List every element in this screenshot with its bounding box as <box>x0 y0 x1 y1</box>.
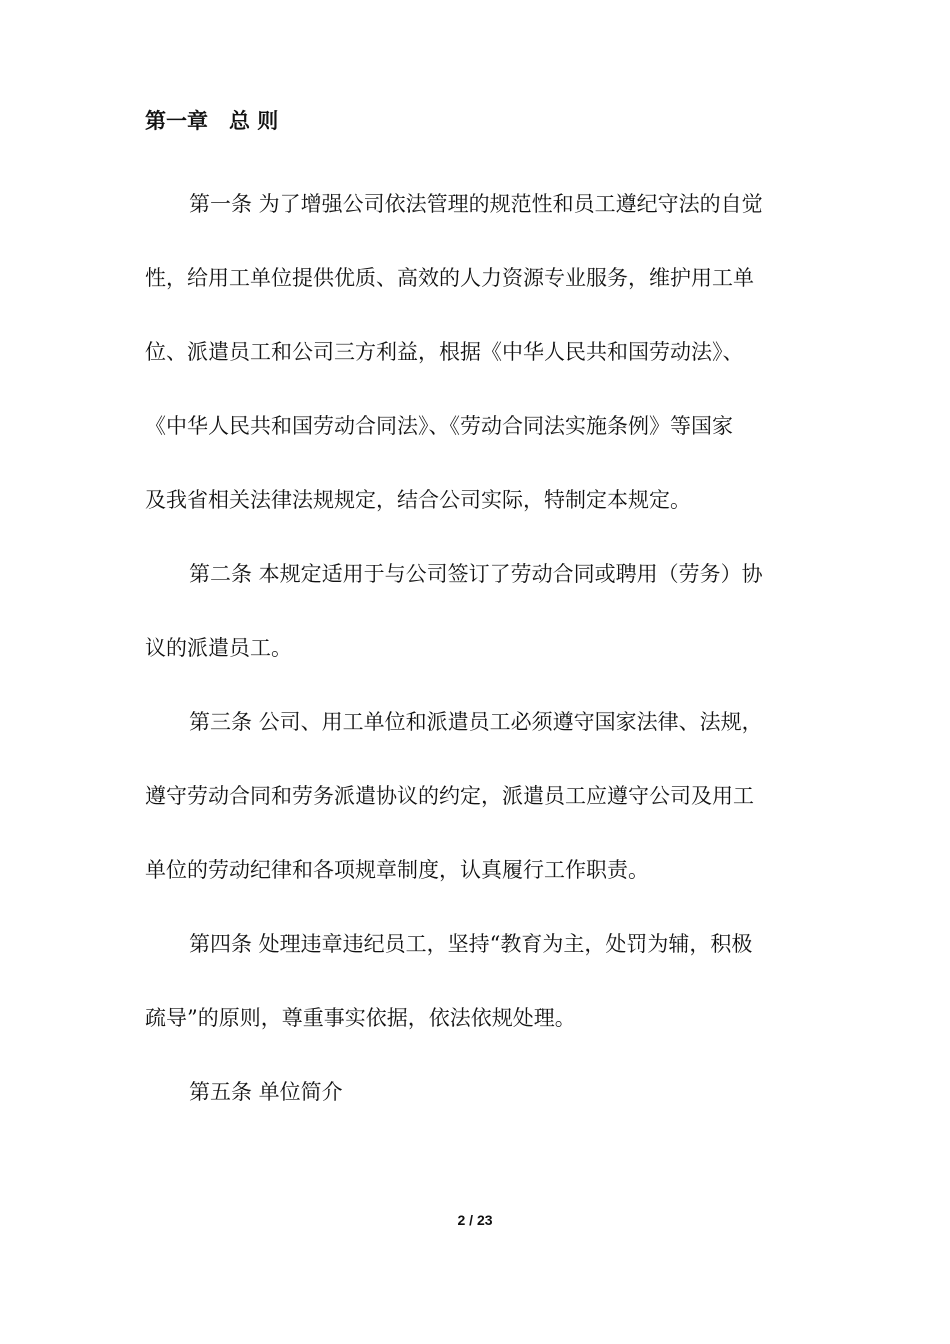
article-3 <box>145 685 810 907</box>
article-line: 单位的劳动纪律和各项规章制度，认真履行工作职责。 <box>145 858 649 882</box>
article-line: 议的派遣员工。 <box>145 636 292 660</box>
article-2 <box>145 537 810 685</box>
article-line: 第五条 单位简介 <box>189 1080 343 1104</box>
article-1 <box>145 167 810 537</box>
article-line: 第三条 公司、用工单位和派遣员工必须遵守国家法律、法规， <box>189 710 763 734</box>
article-4 <box>145 907 810 1055</box>
page-number: 2 / 23 <box>457 1212 493 1228</box>
article-line: 《中华人民共和国劳动合同法》、《劳动合同法实施条例》等国家 <box>145 414 733 438</box>
article-line: 第二条 本规定适用于与公司签订了劳动合同或聘用（劳务）协 <box>189 562 763 586</box>
chapter-title: 第一章 总 则 <box>145 109 279 133</box>
article-line: 疏导”的原则，尊重事实依据，依法依规处理。 <box>145 1006 576 1030</box>
article-line: 性，给用工单位提供优质、高效的人力资源专业服务，维护用工单 <box>145 266 754 290</box>
article-line: 第一条 为了增强公司依法管理的规范性和员工遵纪守法的自觉 <box>189 192 763 216</box>
article-line: 位、派遣员工和公司三方利益，根据《中华人民共和国劳动法》、 <box>145 340 744 364</box>
article-line: 及我省相关法律法规规定，结合公司实际，特制定本规定。 <box>145 488 691 512</box>
article-line: 遵守劳动合同和劳务派遣协议的约定，派遣员工应遵守公司及用工 <box>145 784 754 808</box>
article-line: 第四条 处理违章违纪员工，坚持“教育为主，处罚为辅，积极 <box>189 932 753 956</box>
article-5 <box>145 1055 810 1129</box>
